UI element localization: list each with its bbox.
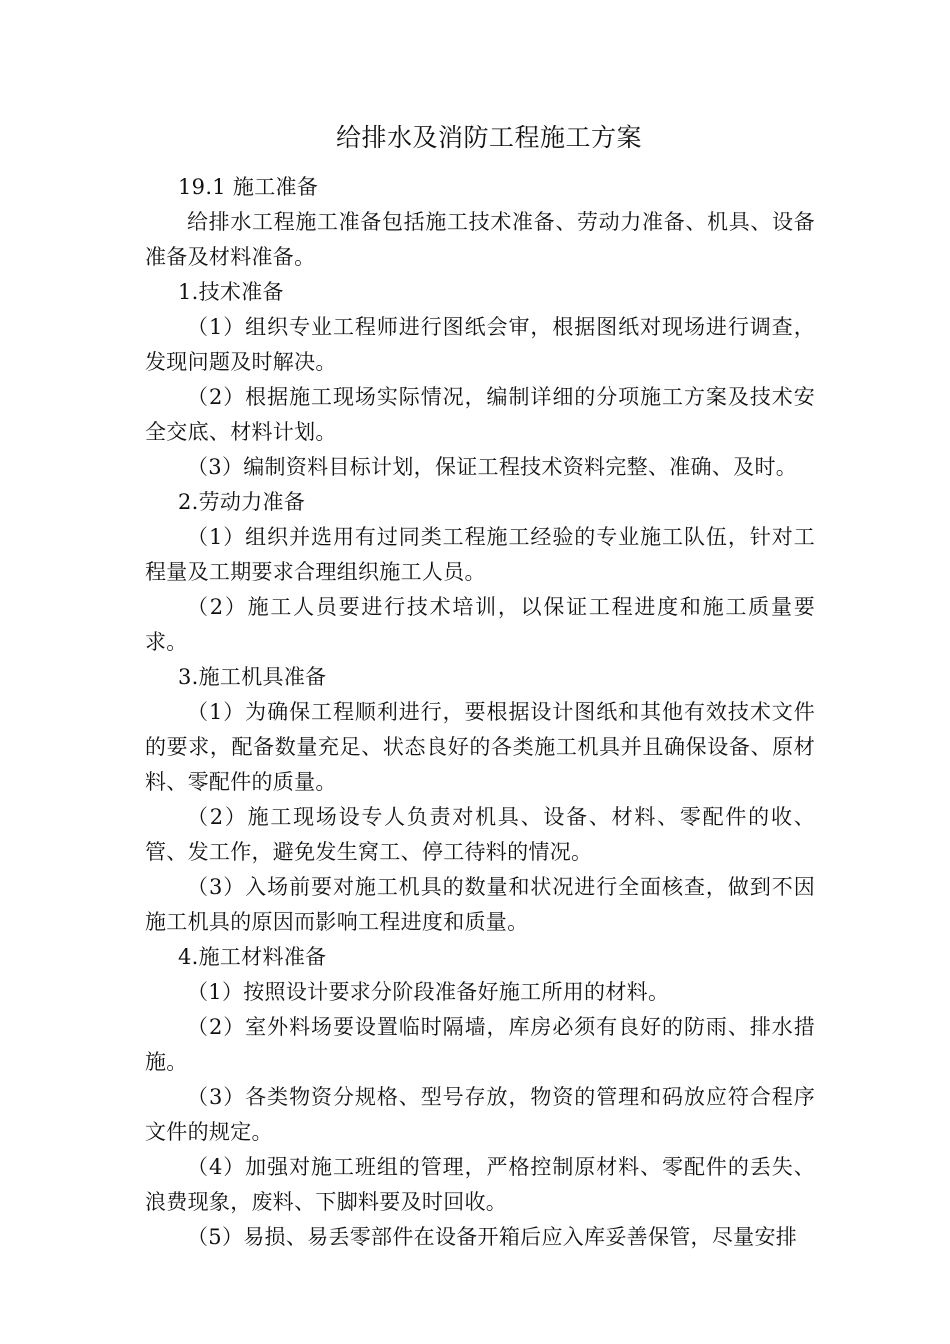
document-title: 给排水及消防工程施工方案 — [335, 123, 642, 152]
paragraph-technical-2: （2）根据施工现场实际情况，编制详细的分项施工方案及技术安全交底、材料计划。 — [145, 385, 815, 444]
paragraph-materials-2: （2）室外料场要设置临时隔墙，库房必须有良好的防雨、排水措施。 — [145, 1015, 815, 1074]
section-heading-construction-prep: 19.1 施工准备 — [178, 175, 319, 199]
paragraph-materials-3: （3）各类物资分规格、型号存放，物资的管理和码放应符合程序文件的规定。 — [145, 1085, 815, 1144]
subsection-heading-materials-prep: 4.施工材料准备 — [178, 945, 327, 969]
paragraph-labor-1: （1）组织并选用有过同类工程施工经验的专业施工队伍，针对工程量及工期要求合理组织施工人员。 — [145, 525, 815, 584]
paragraph-technical-3: （3）编制资料目标计划，保证工程技术资料完整、准确、及时。 — [187, 455, 798, 479]
paragraph-labor-2: （2）施工人员要进行技术培训，以保证工程进度和施工质量要求。 — [145, 595, 815, 654]
subsection-heading-labor-prep: 2.劳动力准备 — [178, 490, 306, 514]
paragraph-technical-1: （1）组织专业工程师进行图纸会审，根据图纸对现场进行调查，发现问题及时解决。 — [145, 315, 815, 374]
paragraph-materials-1: （1）按照设计要求分阶段准备好施工所用的材料。 — [187, 980, 670, 1004]
document-body — [145, 170, 815, 1255]
paragraph-materials-4: （4）加强对施工班组的管理，严格控制原材料、零配件的丢失、浪费现象，废料、下脚料要及时回收。 — [145, 1155, 815, 1214]
paragraph-equipment-3: （3）入场前要对施工机具的数量和状况进行全面核查，做到不因施工机具的原因而影响工程进度和质量。 — [145, 875, 815, 934]
paragraph-materials-5: （5）易损、易丢零部件在设备开箱后应入库妥善保管，尽量安排 — [187, 1225, 798, 1249]
subsection-heading-equipment-prep: 3.施工机具准备 — [178, 665, 327, 689]
paragraph-prep-overview: 给排水工程施工准备包括施工技术准备、劳动力准备、机具、设备准备及材料准备。 — [145, 210, 815, 269]
subsection-heading-technical-prep: 1.技术准备 — [178, 280, 284, 304]
paragraph-equipment-1: （1）为确保工程顺利进行，要根据设计图纸和其他有效技术文件的要求，配备数量充足、状态良好的各类施工机具并且确保设备、原材料、零配件的质量。 — [145, 700, 815, 794]
paragraph-equipment-2: （2）施工现场设专人负责对机具、设备、材料、零配件的收、管、发工作，避免发生窝工、停工待料的情况。 — [145, 805, 815, 864]
